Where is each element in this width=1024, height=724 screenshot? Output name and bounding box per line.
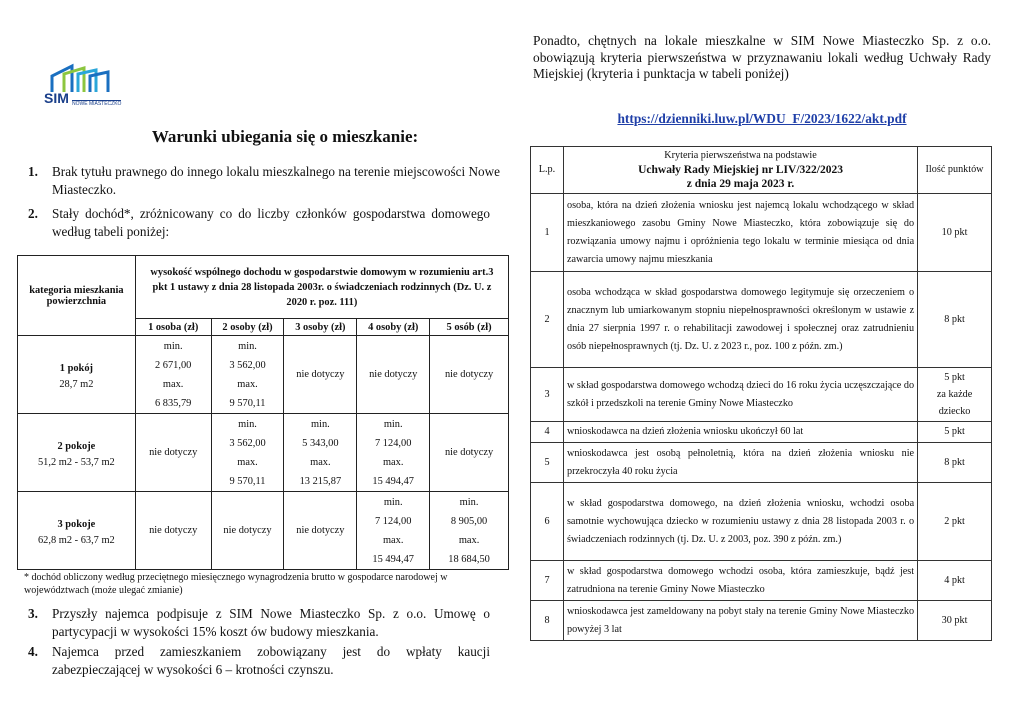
row-points: 5 pkt: [918, 422, 992, 443]
header-criteria: [563, 147, 917, 194]
table-row: [18, 336, 509, 414]
row-points: 5 pkt za każde dziecko: [918, 368, 992, 422]
persons-header: 1 osoba (zł): [135, 319, 211, 336]
regulation-link[interactable]: https://dzienniki.luw.pl/WDU_F/2023/1622/akt.pdf: [617, 111, 907, 126]
criteria-header: [531, 147, 992, 194]
category-area: 28,7 m2: [59, 379, 94, 390]
header-criteria-line: Uchwały Rady Miejskiej nr LIV/322/2023: [638, 164, 843, 176]
condition-text: Brak tytułu prawnego do innego lokalu mieszkalnego na terenie miejscowości Nowe Miasteczko.: [52, 164, 500, 197]
income-cell: nie dotyczy: [284, 336, 357, 414]
condition-number: 1.: [28, 164, 38, 179]
category-area: 51,2 m2 - 53,7 m2: [37, 457, 115, 468]
row-lp: 6: [531, 483, 564, 561]
logo-text: SIM: [44, 90, 69, 106]
row-lp: 3: [531, 368, 564, 422]
criteria-row: [531, 194, 992, 272]
income-cell: nie dotyczy: [430, 414, 509, 492]
income-cell: min. 5 343,00 max. 13 215,87: [284, 414, 357, 492]
row-text: w skład gospodarstwa domowego wchodzi osoba, która zamieszkuje, bądź jest zatrudniona na terenie Gminy Nowe Miasteczko: [563, 561, 917, 601]
row-lp: 7: [531, 561, 564, 601]
category-cell: [18, 414, 136, 492]
condition-3: [28, 605, 490, 641]
logo-subtext: NOWE MIASTECZKO: [72, 101, 122, 107]
income-cell: nie dotyczy: [284, 492, 357, 570]
row-points: 30 pkt: [918, 601, 992, 641]
condition-number: 2.: [28, 206, 38, 221]
income-cell: min. 2 671,00 max. 6 835,79: [135, 336, 211, 414]
row-text: wnioskodawca jest osobą pełnoletnią, która na dzień złożenia wniosku nie przekroczyła 40 roku życia: [563, 443, 917, 483]
criteria-row: [531, 601, 992, 641]
income-cell: min. 8 905,00 max. 18 684,50: [430, 492, 509, 570]
income-cell: nie dotyczy: [135, 414, 211, 492]
row-text: w skład gospodarstwa domowego wchodzą dzieci do 16 roku życia uczęszczające do szkół i przedszkoli na terenie Gminy Nowe Miasteczko: [563, 368, 917, 422]
income-cell: min. 7 124,00 max. 15 494,47: [357, 414, 430, 492]
condition-1: [28, 163, 500, 199]
criteria-row: [531, 483, 992, 561]
income-table: [17, 255, 509, 570]
header-lp: L.p.: [531, 147, 564, 194]
condition-text: Stały dochód*, zróżnicowany co do liczby członków gospodarstwa domowego według tabeli poniżej:: [52, 206, 490, 239]
category-area: 62,8 m2 - 63,7 m2: [37, 535, 115, 546]
income-cell: nie dotyczy: [430, 336, 509, 414]
header-points: Ilość punktów: [918, 147, 992, 194]
footnote: * dochód obliczony według przeciętnego miesięcznego wynagrodzenia brutto w gospodarce narodowej w województwach (może ulegać zmianie): [24, 572, 448, 596]
table-row: [18, 492, 509, 570]
category-cell: [18, 336, 136, 414]
condition-2: [28, 205, 490, 241]
condition-text: Przyszły najemca podpisuje z SIM Nowe Miasteczko Sp. z o.o. Umowę o partycypacji w wysokości 15% koszt ów budowy mieszkania.: [52, 606, 490, 639]
header-income: wysokość wspólnego dochodu w gospodarstwie domowym w rozumieniu art.3 pkt 1 ustawy z dnia 28 listopada 2003r. o świadczeniach rodzinnych (Dz. U. z 2020 r. poz. 111): [135, 256, 508, 319]
income-cell: nie dotyczy: [135, 492, 211, 570]
criteria-table: [530, 146, 992, 641]
row-points: 10 pkt: [918, 194, 992, 272]
persons-header: 2 osoby (zł): [211, 319, 284, 336]
header-category: kategoria mieszkania powierzchnia: [18, 256, 136, 336]
row-points: 8 pkt: [918, 443, 992, 483]
income-cell: min. 3 562,00 max. 9 570,11: [211, 336, 284, 414]
category-cell: [18, 492, 136, 570]
condition-number: 4.: [28, 644, 38, 659]
criteria-row: [531, 272, 992, 368]
row-lp: 8: [531, 601, 564, 641]
row-points: 8 pkt: [918, 272, 992, 368]
row-text: wnioskodawca jest zameldowany na pobyt stały na terenie Gminy Nowe Miasteczko powyżej 3 lat: [563, 601, 917, 641]
category-name: 1 pokój: [59, 363, 93, 374]
row-lp: 4: [531, 422, 564, 443]
income-cell: nie dotyczy: [211, 492, 284, 570]
criteria-row: [531, 422, 992, 443]
right-intro: Ponadto, chętnych na lokale mieszkalne w SIM Nowe Miasteczko Sp. z o.o. obowiązują kryteria pierwszeństwa w przyznawaniu lokali według Uchwały Rady Miejskiej (kryteria i punktacja w tabeli poniżej): [533, 33, 991, 81]
row-text: w skład gospodarstwa domowego, na dzień złożenia wniosku, wchodzi osoba samotnie wychowująca dziecko w rozumieniu ustawy z dnia 28 listopada 2003 r. o świadczeniach rodzinnych (tj. Dz. U. z 2003, poz. 390 z późn. zm.): [563, 483, 917, 561]
row-text: osoba, która na dzień złożenia wniosku jest najemcą lokalu wchodzącego w skład mieszkaniowego zasobu Gminy Nowe Miasteczko, która zobowiązuje się do rozwiązania umowy najmu i opróżnienia tego lokalu w terminie miesiąca od dnia zawarcia umowy najmu mieszkania: [563, 194, 917, 272]
page-title: Warunki ubiegania się o mieszkanie:: [151, 127, 419, 146]
persons-header: 5 osób (zł): [430, 319, 509, 336]
row-text: wnioskodawca na dzień złożenia wniosku ukończył 60 lat: [563, 422, 917, 443]
persons-header: 3 osoby (zł): [284, 319, 357, 336]
row-lp: 5: [531, 443, 564, 483]
header-criteria-line: z dnia 29 maja 2023 r.: [686, 178, 795, 190]
row-points: 2 pkt: [918, 483, 992, 561]
condition-text: Najemca przed zamieszkaniem zobowiązany jest do wpłaty kaucji zabezpieczającej w wysokości 6 – krotności czynszu.: [52, 644, 490, 677]
condition-4: [28, 643, 490, 679]
income-cell: min. 7 124,00 max. 15 494,47: [357, 492, 430, 570]
row-points: 4 pkt: [918, 561, 992, 601]
row-lp: 2: [531, 272, 564, 368]
category-name: 2 pokoje: [57, 441, 96, 452]
criteria-row: [531, 368, 992, 422]
criteria-row: [531, 561, 992, 601]
criteria-row: [531, 443, 992, 483]
row-text: osoba wchodząca w skład gospodarstwa domowego legitymuje się orzeczeniem o znacznym lub umiarkowanym stopniu niepełnosprawności określonym w ustawie z dnia 27 sierpnia 1997 r. o rehabilitacji zawodowej i społecznej oraz zatrudnieniu osób niepełnosprawnych (tj. Dz. U. z 2023 r., poz. 100 z późn. zm.): [563, 272, 917, 368]
persons-header: 4 osoby (zł): [357, 319, 430, 336]
row-lp: 1: [531, 194, 564, 272]
header-criteria-line: Kryteria pierwszeństwa na podstawie: [664, 150, 817, 161]
condition-number: 3.: [28, 606, 38, 621]
category-name: 3 pokoje: [57, 519, 96, 530]
table-row: [18, 414, 509, 492]
income-cell: nie dotyczy: [357, 336, 430, 414]
income-cell: min. 3 562,00 max. 9 570,11: [211, 414, 284, 492]
sim-logo: [44, 62, 124, 110]
